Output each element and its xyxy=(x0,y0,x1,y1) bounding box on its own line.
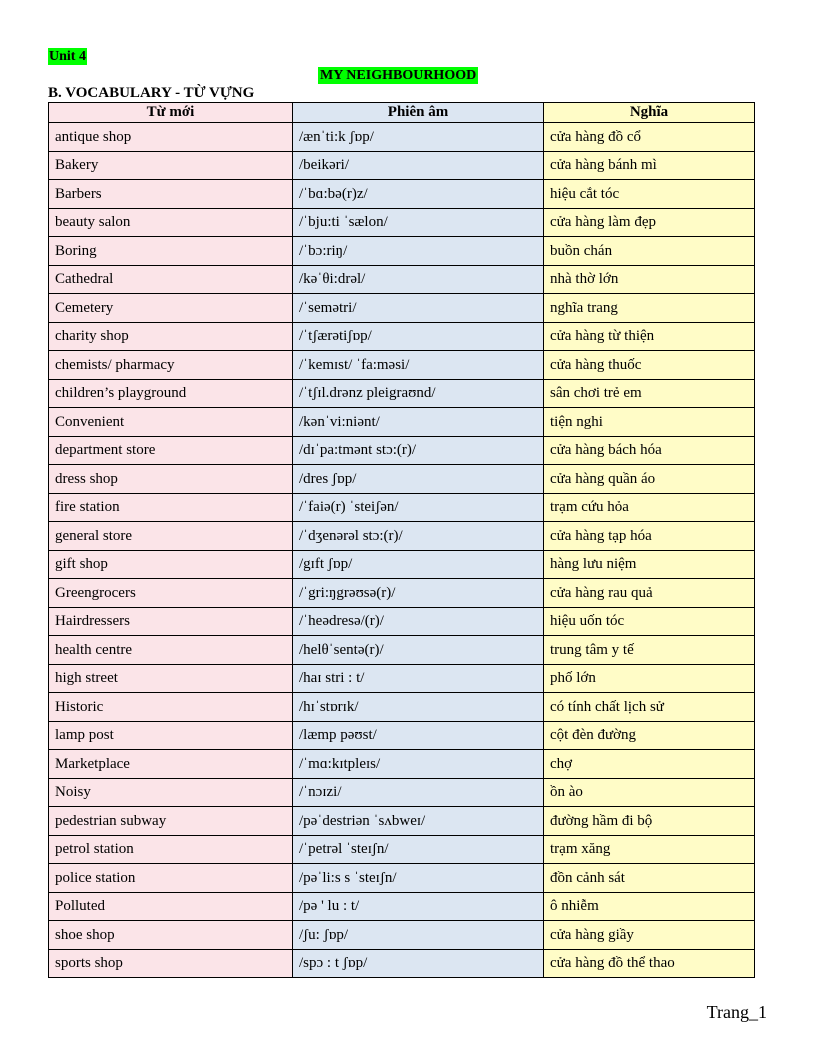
table-row xyxy=(49,693,755,722)
meaning-cell: cửa hàng giầy xyxy=(544,921,755,950)
table-row xyxy=(49,636,755,665)
phonetic-cell: /ˈmɑ:kɪtpleɪs/ xyxy=(293,750,544,779)
table-header-row xyxy=(49,103,755,123)
phonetic-cell: /haɪ stri : t/ xyxy=(293,664,544,693)
meaning-cell: hiệu cắt tóc xyxy=(544,180,755,209)
phonetic-cell: /pə ' lu : t/ xyxy=(293,892,544,921)
meaning-cell: chợ xyxy=(544,750,755,779)
table-row xyxy=(49,436,755,465)
table-row xyxy=(49,493,755,522)
phonetic-cell: /ˈtʃɪl.drənz pleigraʊnd/ xyxy=(293,379,544,408)
vocab-word-cell: health centre xyxy=(49,636,293,665)
vocab-word-cell: Boring xyxy=(49,237,293,266)
vocab-word-cell: antique shop xyxy=(49,123,293,152)
table-row xyxy=(49,835,755,864)
vocab-word-cell: charity shop xyxy=(49,322,293,351)
vocabulary-table xyxy=(48,102,755,978)
vocab-word-cell: sports shop xyxy=(49,949,293,978)
table-row xyxy=(49,237,755,266)
phonetic-cell: /ˈdʒenərəl stɔ:(r)/ xyxy=(293,522,544,551)
phonetic-cell: /ˈgri:ŋgrəʊsə(r)/ xyxy=(293,579,544,608)
meaning-cell: hiệu uốn tóc xyxy=(544,607,755,636)
phonetic-cell: /læmp pəʊst/ xyxy=(293,721,544,750)
vocab-word-cell: department store xyxy=(49,436,293,465)
table-row xyxy=(49,664,755,693)
meaning-cell: cửa hàng quần áo xyxy=(544,465,755,494)
phonetic-cell: /ˈfaiə(r) ˈsteiʃən/ xyxy=(293,493,544,522)
meaning-cell: cửa hàng đồ cổ xyxy=(544,123,755,152)
table-row xyxy=(49,721,755,750)
meaning-cell: nhà thờ lớn xyxy=(544,265,755,294)
phonetic-cell: /kənˈvi:niənt/ xyxy=(293,408,544,437)
vocab-word-cell: Convenient xyxy=(49,408,293,437)
vocab-word-cell: general store xyxy=(49,522,293,551)
vocab-word-cell: police station xyxy=(49,864,293,893)
vocab-word-cell: beauty salon xyxy=(49,208,293,237)
vocab-word-cell: Greengrocers xyxy=(49,579,293,608)
meaning-cell: sân chơi trẻ em xyxy=(544,379,755,408)
vocab-word-cell: gift shop xyxy=(49,550,293,579)
phonetic-cell: /ˈnɔɪzi/ xyxy=(293,778,544,807)
vocab-word-cell: high street xyxy=(49,664,293,693)
table-row xyxy=(49,208,755,237)
meaning-cell: buồn chán xyxy=(544,237,755,266)
table-row xyxy=(49,607,755,636)
phonetic-cell: /helθˈsentə(r)/ xyxy=(293,636,544,665)
vocab-word-cell: petrol station xyxy=(49,835,293,864)
vocab-word-cell: fire station xyxy=(49,493,293,522)
vocab-word-cell: Cemetery xyxy=(49,294,293,323)
meaning-cell: cửa hàng bách hóa xyxy=(544,436,755,465)
table-row xyxy=(49,522,755,551)
phonetic-cell: /ˈbɔ:riŋ/ xyxy=(293,237,544,266)
phonetic-cell: /ˈheədresə/(r)/ xyxy=(293,607,544,636)
meaning-cell: cửa hàng tạp hóa xyxy=(544,522,755,551)
vocab-word-cell: Hairdressers xyxy=(49,607,293,636)
table-row xyxy=(49,750,755,779)
meaning-cell: phố lớn xyxy=(544,664,755,693)
phonetic-cell: /ˈpetrəl ˈsteɪʃn/ xyxy=(293,835,544,864)
meaning-cell: ô nhiễm xyxy=(544,892,755,921)
phonetic-cell: /ˈsemətri/ xyxy=(293,294,544,323)
phonetic-cell: /ˈbju:ti ˈsælon/ xyxy=(293,208,544,237)
phonetic-cell: /ænˈti:k ʃɒp/ xyxy=(293,123,544,152)
page-title: MY NEIGHBOURHOOD xyxy=(320,68,477,83)
meaning-cell: cột đèn đường xyxy=(544,721,755,750)
table-row xyxy=(49,864,755,893)
table-row xyxy=(49,180,755,209)
phonetic-cell: /pəˈli:s s ˈsteɪʃn/ xyxy=(293,864,544,893)
meaning-cell: cửa hàng thuốc xyxy=(544,351,755,380)
meaning-cell: trạm xăng xyxy=(544,835,755,864)
table-row xyxy=(49,408,755,437)
column-header-phonetic: Phiên âm xyxy=(293,103,544,123)
table-row xyxy=(49,921,755,950)
vocab-word-cell: pedestrian subway xyxy=(49,807,293,836)
table-row xyxy=(49,151,755,180)
vocab-word-cell: Barbers xyxy=(49,180,293,209)
table-row xyxy=(49,294,755,323)
vocab-word-cell: Cathedral xyxy=(49,265,293,294)
vocab-word-cell: Bakery xyxy=(49,151,293,180)
meaning-cell: ồn ào xyxy=(544,778,755,807)
meaning-cell: có tính chất lịch sử xyxy=(544,693,755,722)
vocab-word-cell: Polluted xyxy=(49,892,293,921)
meaning-cell: cửa hàng từ thiện xyxy=(544,322,755,351)
vocab-word-cell: children’s playground xyxy=(49,379,293,408)
meaning-cell: trạm cứu hỏa xyxy=(544,493,755,522)
meaning-cell: cửa hàng bánh mì xyxy=(544,151,755,180)
vocab-word-cell: Noisy xyxy=(49,778,293,807)
phonetic-cell: /pəˈdestriən ˈsʌbweɪ/ xyxy=(293,807,544,836)
phonetic-cell: /ˈkemɪst/ ˈfa:məsi/ xyxy=(293,351,544,380)
table-row xyxy=(49,322,755,351)
section-heading: B. VOCABULARY - TỪ VỰNG xyxy=(48,85,255,101)
phonetic-cell: /hɪˈstɒrɪk/ xyxy=(293,693,544,722)
phonetic-cell: /kəˈθi:drəl/ xyxy=(293,265,544,294)
phonetic-cell: /ʃu: ʃɒp/ xyxy=(293,921,544,950)
meaning-cell: hàng lưu niệm xyxy=(544,550,755,579)
table-row xyxy=(49,892,755,921)
phonetic-cell: /gɪft ʃɒp/ xyxy=(293,550,544,579)
vocab-word-cell: dress shop xyxy=(49,465,293,494)
vocab-word-cell: chemists/ pharmacy xyxy=(49,351,293,380)
phonetic-cell: /beikəri/ xyxy=(293,151,544,180)
page-number: Trang_1 xyxy=(706,1002,767,1022)
phonetic-cell: /ˈbɑ:bə(r)z/ xyxy=(293,180,544,209)
phonetic-cell: /dres ʃɒp/ xyxy=(293,465,544,494)
phonetic-cell: /ˈtʃærətiʃɒp/ xyxy=(293,322,544,351)
table-row xyxy=(49,949,755,978)
vocab-word-cell: lamp post xyxy=(49,721,293,750)
meaning-cell: cửa hàng đồ thể thao xyxy=(544,949,755,978)
table-row xyxy=(49,351,755,380)
meaning-cell: cửa hàng làm đẹp xyxy=(544,208,755,237)
phonetic-cell: /spɔ : t ʃɒp/ xyxy=(293,949,544,978)
table-row xyxy=(49,123,755,152)
table-row xyxy=(49,379,755,408)
table-row xyxy=(49,778,755,807)
phonetic-cell: /dɪˈpa:tmənt stɔ:(r)/ xyxy=(293,436,544,465)
column-header-meaning: Nghĩa xyxy=(544,103,755,123)
table-body xyxy=(49,123,755,978)
table-row xyxy=(49,465,755,494)
vocab-word-cell: shoe shop xyxy=(49,921,293,950)
meaning-cell: tiện nghi xyxy=(544,408,755,437)
meaning-cell: trung tâm y tế xyxy=(544,636,755,665)
meaning-cell: nghĩa trang xyxy=(544,294,755,323)
table-row xyxy=(49,807,755,836)
vocab-word-cell: Historic xyxy=(49,693,293,722)
table-row xyxy=(49,265,755,294)
meaning-cell: đường hầm đi bộ xyxy=(544,807,755,836)
meaning-cell: cửa hàng rau quả xyxy=(544,579,755,608)
meaning-cell: đồn cảnh sát xyxy=(544,864,755,893)
vocab-word-cell: Marketplace xyxy=(49,750,293,779)
unit-label: Unit 4 xyxy=(49,49,86,64)
table-row xyxy=(49,550,755,579)
column-header-word: Từ mới xyxy=(49,103,293,123)
table-row xyxy=(49,579,755,608)
